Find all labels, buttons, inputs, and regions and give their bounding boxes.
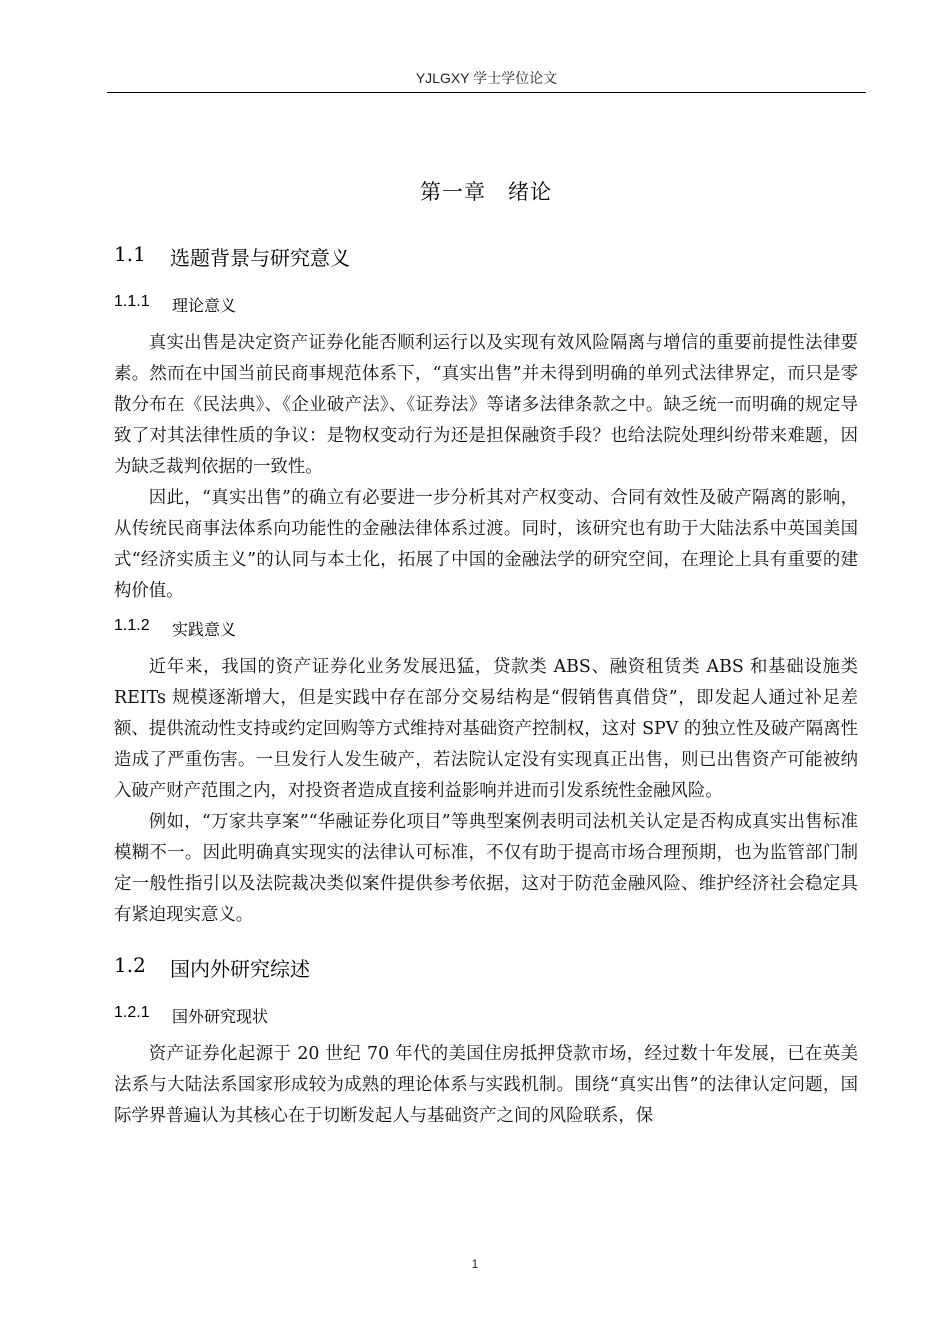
paragraph: 因此，“真实出售”的确立有必要进一步分析其对产权变动、合同有效性及破产隔离的影响，从传统民商事法体系向功能性的金融法律体系过渡。同时，该研究也有助于大陆法系中英国美国式“经济实质主义”的认同与本土化，拓展了中国的金融法学的研究空间，在理论上具有重要的建构价值。 <box>114 488 858 601</box>
page-number: 1 <box>471 1257 479 1271</box>
subsection-title: 实践意义 <box>172 620 237 639</box>
section-number: 1.2 <box>114 953 146 977</box>
section-heading <box>114 953 858 982</box>
subsection-heading <box>114 617 858 640</box>
subsection-number: 1.1.1 <box>114 293 150 310</box>
page-footer <box>0 1257 950 1271</box>
subsection-number: 1.2.1 <box>114 1004 150 1021</box>
subsection-title: 国外研究现状 <box>172 1007 269 1026</box>
subsection-number: 1.1.2 <box>114 617 150 634</box>
paragraph: 近年来，我国的资产证券化业务发展迅猛，贷款类 ABS、融资租赁类 ABS 和基础设施类 REITs 规模逐渐增大，但是实践中存在部分交易结构是“假销售真借贷”，即发起人通过补足差额、提供流动性支持或约定回购等方式维持对基础资产控制权，这对 SPV 的独立性及破产隔离性造成了严重伤害。一旦发行人发生破产，若法院认定没有实现真正出售，则已出售资产可能被纳入破产财产范围之内，对投资者造成直接利益影响并进而引发系统性金融风险。 <box>114 657 858 801</box>
chapter-title: 第一章 绪论 <box>420 180 552 204</box>
page-header <box>107 68 866 93</box>
subsection-heading <box>114 293 858 316</box>
section-heading <box>114 242 858 271</box>
header-title: YJLGXY 学士学位论文 <box>415 70 558 86</box>
page-content <box>114 176 858 1132</box>
subsection-heading <box>114 1004 858 1027</box>
section-number: 1.1 <box>114 242 146 266</box>
subsection-title: 理论意义 <box>172 296 237 315</box>
section-title: 选题背景与研究意义 <box>170 246 350 270</box>
paragraph: 例如，“万家共享案”“华融证券化项目”等典型案例表明司法机关认定是否构成真实出售标准模糊不一。因此明确真实现实的法律认可标准，不仅有助于提高市场合理预期，也为监管部门制定一般性指引以及法院裁决类似案件提供参考依据，这对于防范金融风险、维护经济社会稳定具有紧迫现实意义。 <box>114 812 858 925</box>
section-title: 国内外研究综述 <box>170 957 310 981</box>
paragraph: 真实出售是决定资产证券化能否顺利运行以及实现有效风险隔离与增信的重要前提性法律要素。然而在中国当前民商事规范体系下，“真实出售”并未得到明确的单列式法律界定，而只是零散分布在《民法典》、《企业破产法》、《证券法》等诸多法律条款之中。缺乏统一而明确的规定导致了对其法律性质的争议：是物权变动行为还是担保融资手段？也给法院处理纠纷带来难题，因为缺乏裁判依据的一致性。 <box>114 333 858 477</box>
paragraph: 资产证券化起源于 20 世纪 70 年代的美国住房抵押贷款市场，经过数十年发展，已在英美法系与大陆法系国家形成较为成熟的理论体系与实践机制。围绕“真实出售”的法律认定问题，国际学界普遍认为其核心在于切断发起人与基础资产之间的风险联系，保 <box>114 1044 858 1126</box>
